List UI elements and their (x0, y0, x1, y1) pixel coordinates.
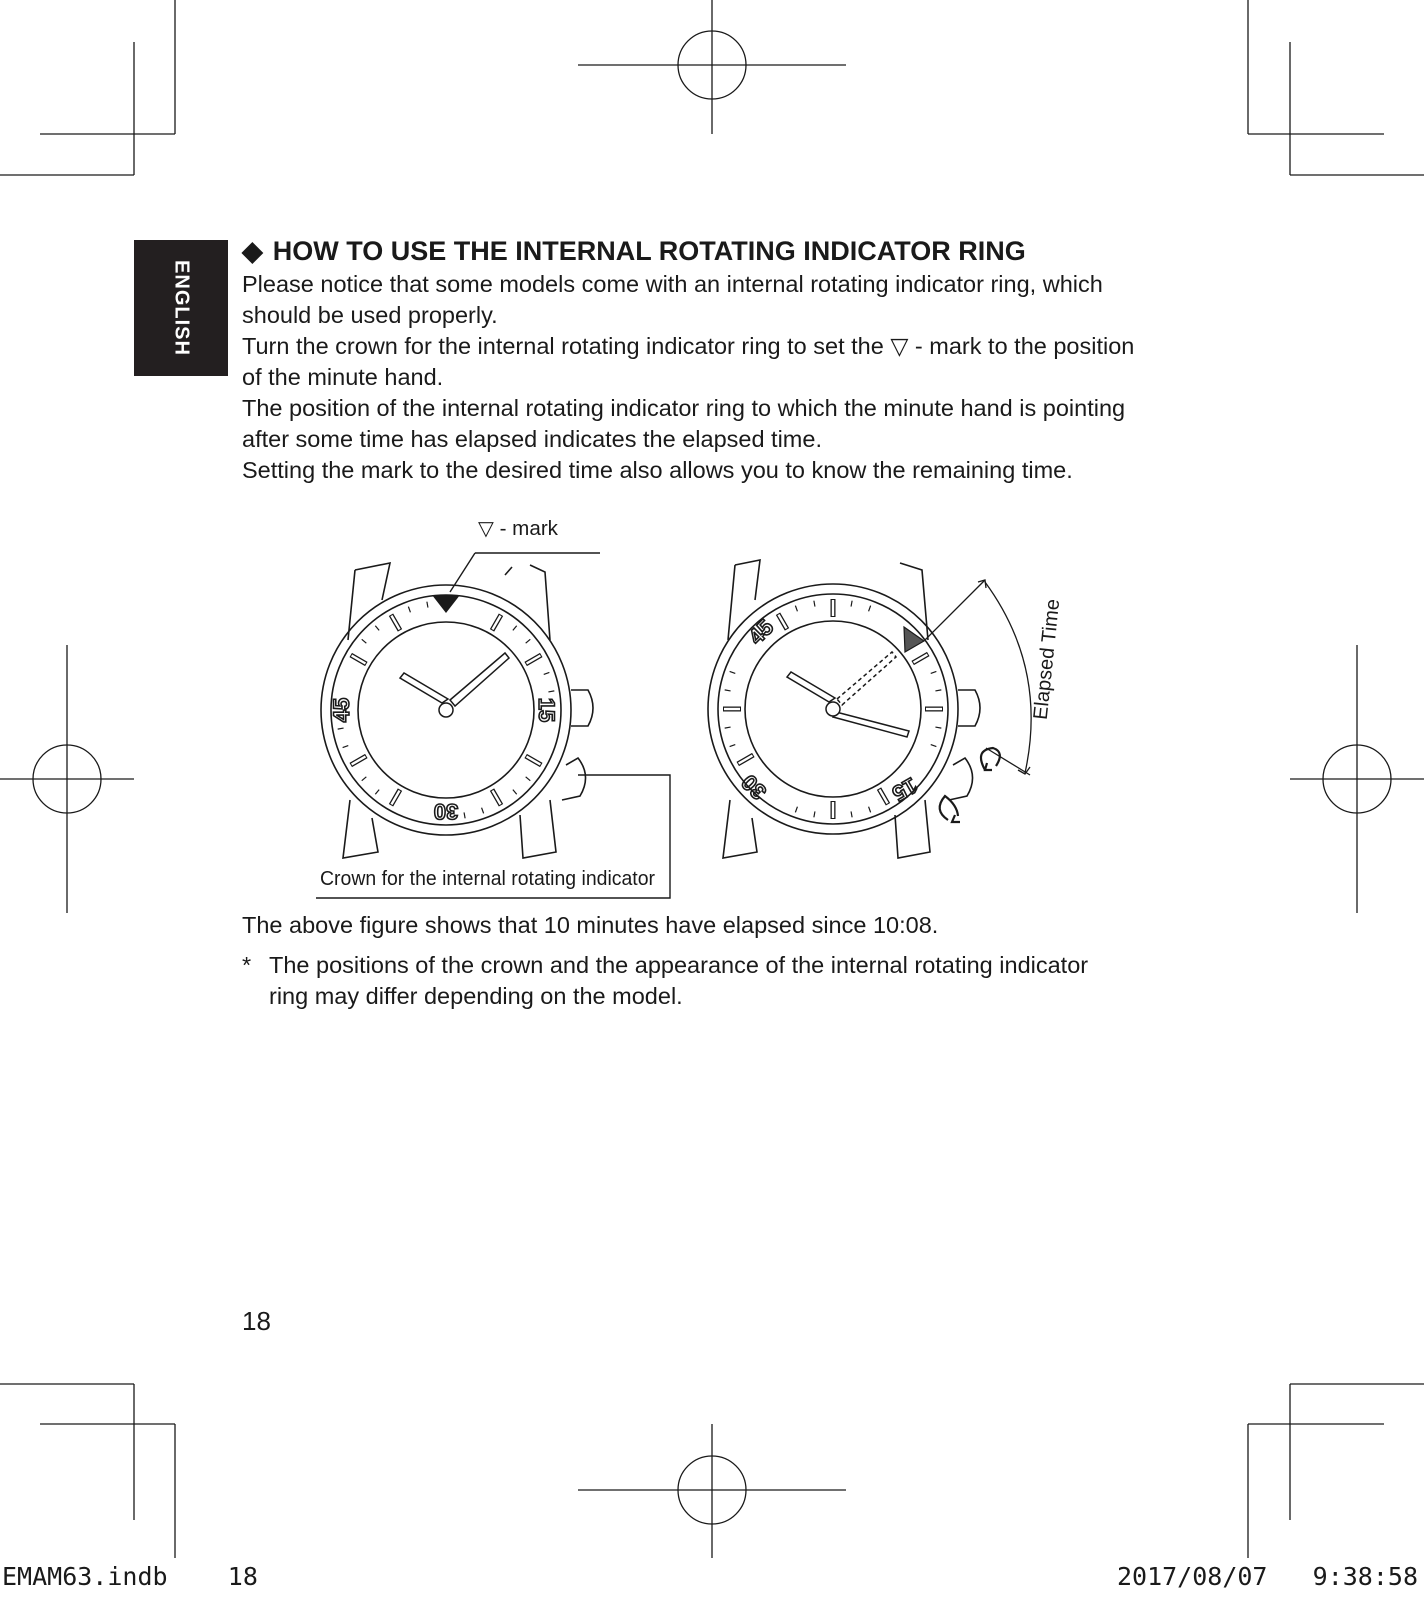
bezel-minor-tick (375, 790, 379, 795)
bezel-minor-tick (548, 691, 554, 692)
asterisk-icon: * (242, 952, 252, 978)
bezel-minor-tick (362, 639, 367, 643)
bezel-minor-tick (482, 808, 484, 814)
bezel-minor-tick (814, 601, 815, 607)
watch-illustration (300, 512, 1080, 902)
slug-file: EMAM63.indb 18 (2, 1562, 258, 1591)
bezel-minor-tick (935, 690, 941, 691)
bezel-minor-tick (725, 727, 731, 728)
footnote (242, 950, 1102, 1012)
footnote-text: The positions of the crown and the appearance of the internal rotating indicator ring may differ depending on the model. (269, 952, 1089, 1009)
right-triangle-marker (904, 627, 924, 652)
left-hands (400, 653, 509, 717)
elapsed-time-label: Elapsed Time (1029, 597, 1065, 721)
page-number: 18 (242, 1306, 271, 1336)
instructions (242, 269, 1142, 486)
bezel-minor-tick (427, 602, 428, 608)
bezel-minor-tick (869, 606, 871, 612)
bezel-minor-tick (851, 811, 852, 817)
bezel-minor-tick (795, 807, 797, 813)
bezel-minor-tick (935, 727, 941, 728)
section-title: HOW TO USE THE INTERNAL ROTATING INDICATOR RING (272, 236, 1026, 266)
rotate-arrow-icon (940, 748, 1000, 822)
slug-timestamp: 2017/08/07 9:38:58 (1116, 1562, 1418, 1591)
section-heading (242, 236, 1026, 267)
paragraph-remaining: Setting the mark to the desired time also allows you to know the remaining time. (242, 457, 1073, 483)
bezel-minor-tick (338, 728, 344, 729)
bezel-minor-tick (544, 672, 550, 674)
ring-number-45: 45 (328, 697, 354, 723)
bezel-minor-tick (513, 626, 517, 631)
bezel-minor-tick (814, 811, 815, 817)
bezel-minor-tick (375, 626, 379, 631)
triangle-mark-icon: ▽ (890, 333, 909, 359)
bezel-minor-tick (730, 745, 736, 747)
bezel-minor-tick (343, 746, 349, 748)
language-tab-label: ENGLISH (170, 260, 193, 356)
ring-number-15-rotated: 15 (887, 772, 922, 807)
bezel-minor-tick (725, 690, 731, 691)
left-triangle-marker (432, 595, 460, 613)
paragraph-turn-crown: Turn the crown for the internal rotating indicator ring to set the ▽ - mark to the position of the minute hand. (242, 333, 1135, 390)
crown-label: Crown for the internal rotating indicator (320, 868, 656, 890)
bezel-minor-tick (362, 777, 367, 781)
bezel-minor-tick (513, 790, 517, 795)
right-hands (787, 652, 909, 737)
bezel-minor-tick (869, 807, 871, 813)
bezel-minor-tick (526, 639, 531, 643)
language-tab (134, 240, 228, 376)
diamond-bullet-icon: ◆ (242, 236, 263, 266)
bezel-minor-tick (851, 601, 852, 607)
bezel-minor-tick (931, 745, 937, 747)
ring-number-15: 15 (534, 697, 560, 723)
mark-label: ▽ - mark (478, 518, 560, 540)
bezel-minor-tick (526, 777, 531, 781)
bezel-minor-tick (931, 671, 937, 673)
figure-caption: The above figure shows that 10 minutes have elapsed since 10:08. (242, 912, 939, 938)
paragraph-elapsed: The position of the internal rotating indicator ring to which the minute hand is pointing after some time has elapsed indicates the elapsed time. (242, 395, 1126, 452)
bezel-minor-tick (730, 671, 736, 673)
ring-number-30: 30 (433, 799, 459, 825)
bezel-minor-tick (408, 607, 410, 613)
ring-number-30-rotated: 30 (736, 769, 772, 805)
paragraph-intro: Please notice that some models come with an internal rotating indicator ring, which should be used properly. (242, 271, 1103, 328)
bezel-minor-tick (464, 812, 465, 818)
ring-number-45-rotated: 45 (743, 614, 779, 650)
bezel-minor-tick (795, 606, 797, 612)
